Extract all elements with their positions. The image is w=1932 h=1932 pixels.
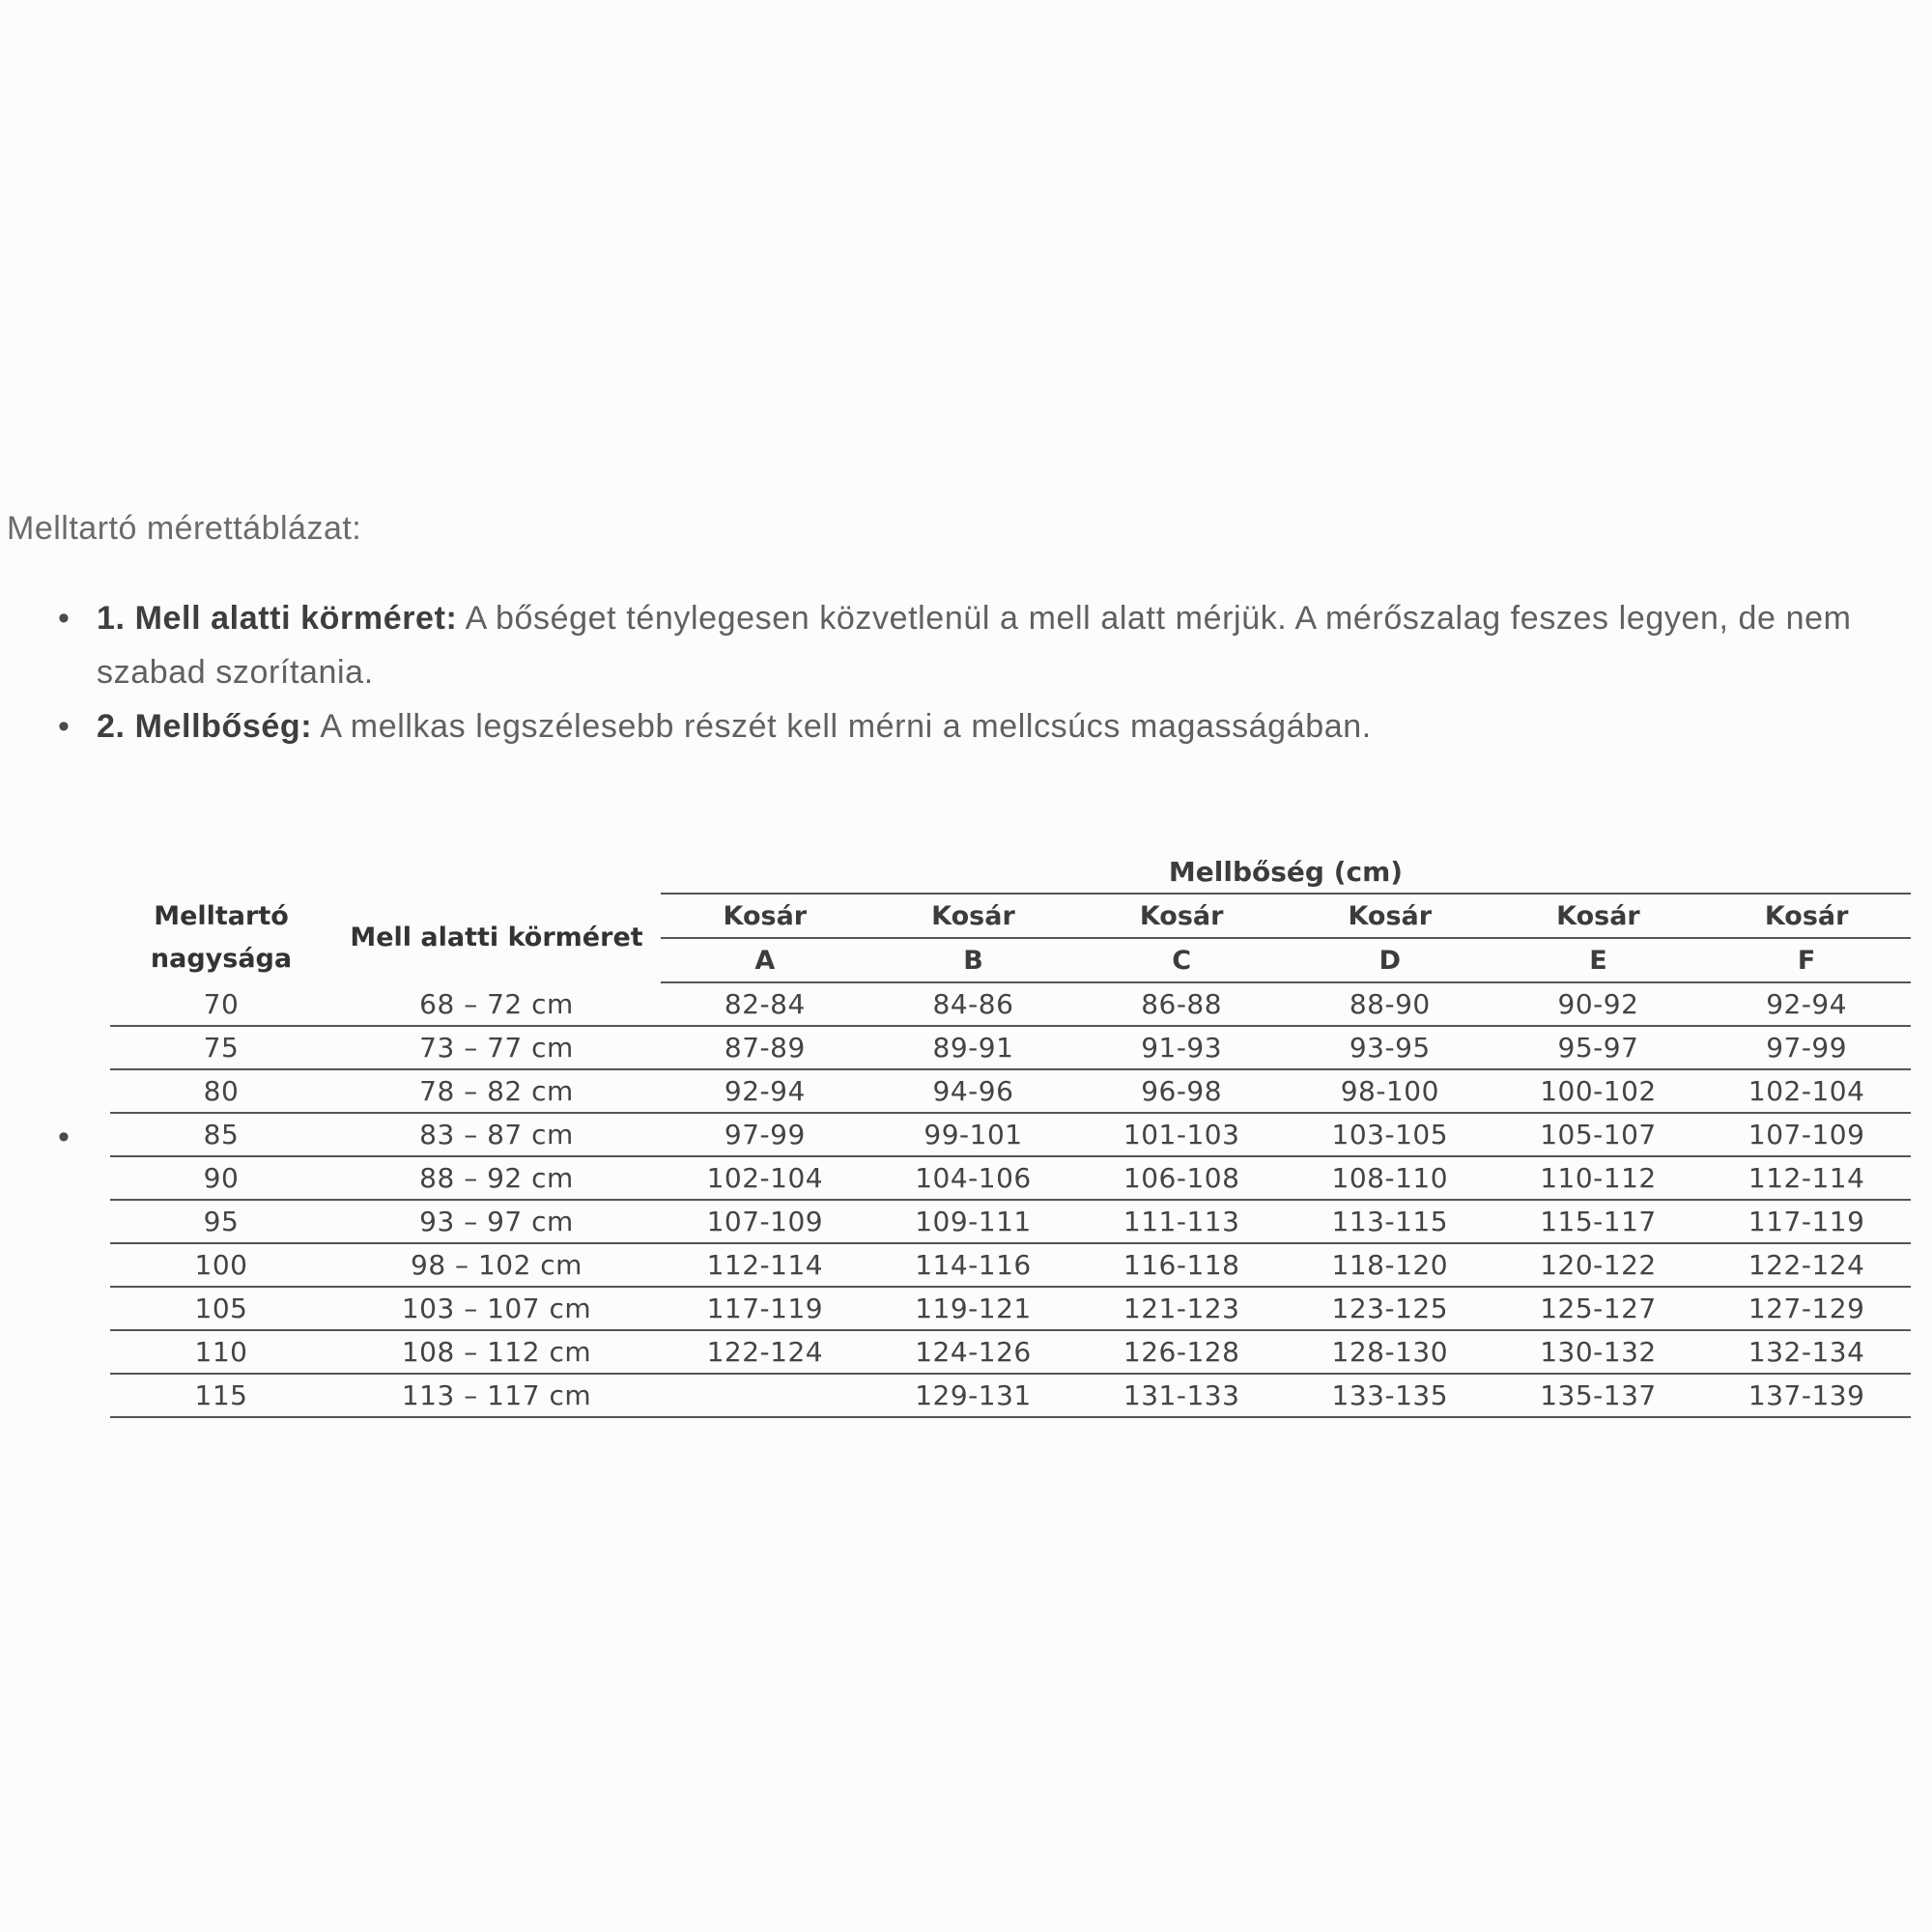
bust-range-cell: 102-104 xyxy=(661,1156,869,1200)
bust-range-cell: 82-84 xyxy=(661,982,869,1026)
bust-range-cell: 84-86 xyxy=(869,982,1078,1026)
cup-header-c: Kosár xyxy=(1077,894,1286,938)
cup-letter: C xyxy=(1077,938,1286,982)
bust-range-cell: 101-103 xyxy=(1077,1113,1286,1156)
bust-range-cell: 110-112 xyxy=(1494,1156,1703,1200)
table-row xyxy=(110,1156,1911,1200)
bust-range-cell: 113-115 xyxy=(1286,1200,1494,1243)
cup-letter: E xyxy=(1494,938,1703,982)
table-row xyxy=(110,1200,1911,1243)
cup-header-a: Kosár xyxy=(661,894,869,938)
bra-size-cell: 70 xyxy=(110,982,332,1026)
bust-range-cell: 103-105 xyxy=(1286,1113,1494,1156)
size-table-body xyxy=(110,982,1911,1417)
bust-range-cell: 135-137 xyxy=(1494,1374,1703,1417)
table-row xyxy=(110,982,1911,1026)
cup-header-b: Kosár xyxy=(869,894,1078,938)
table-row xyxy=(110,1069,1911,1113)
underbust-cell: 73 – 77 cm xyxy=(332,1026,661,1069)
underbust-header: Mell alatti körméret xyxy=(350,923,643,952)
bust-range-cell: 98-100 xyxy=(1286,1069,1494,1113)
table-row xyxy=(110,1113,1911,1156)
stray-bullet: • xyxy=(58,1119,70,1155)
bust-range-cell xyxy=(661,1374,869,1417)
bust-range-cell: 95-97 xyxy=(1494,1026,1703,1069)
cup-letter: D xyxy=(1286,938,1494,982)
underbust-cell: 113 – 117 cm xyxy=(332,1374,661,1417)
bra-size-cell: 105 xyxy=(110,1287,332,1330)
instruction-bust xyxy=(58,699,1927,753)
bust-range-cell: 86-88 xyxy=(1077,982,1286,1026)
bust-range-cell: 96-98 xyxy=(1077,1069,1286,1113)
bra-size-cell: 95 xyxy=(110,1200,332,1243)
underbust-cell: 68 – 72 cm xyxy=(332,982,661,1026)
bust-range-cell: 88-90 xyxy=(1286,982,1494,1026)
bust-range-cell: 93-95 xyxy=(1286,1026,1494,1069)
bra-size-header: Melltartó nagysága xyxy=(150,901,293,974)
instruction-label: 2. Mellbőség: xyxy=(97,708,313,745)
bra-size-cell: 75 xyxy=(110,1026,332,1069)
bust-range-cell: 106-108 xyxy=(1077,1156,1286,1200)
bust-range-cell: 122-124 xyxy=(661,1330,869,1374)
instruction-label: 1. Mell alatti körméret: xyxy=(97,600,458,637)
bust-range-cell: 119-121 xyxy=(869,1287,1078,1330)
cup-letter: A xyxy=(661,938,869,982)
table-row xyxy=(110,1374,1911,1417)
bra-size-cell: 80 xyxy=(110,1069,332,1113)
bust-range-cell: 99-101 xyxy=(869,1113,1078,1156)
underbust-cell: 98 – 102 cm xyxy=(332,1243,661,1287)
underbust-cell: 108 – 112 cm xyxy=(332,1330,661,1374)
bust-range-cell: 112-114 xyxy=(1702,1156,1911,1200)
bust-range-cell: 128-130 xyxy=(1286,1330,1494,1374)
bust-group-header: Mellbőség (cm) xyxy=(661,850,1911,894)
bust-range-cell: 132-134 xyxy=(1702,1330,1911,1374)
bust-range-cell: 105-107 xyxy=(1494,1113,1703,1156)
bust-range-cell: 124-126 xyxy=(869,1330,1078,1374)
cup-header-d: Kosár xyxy=(1286,894,1494,938)
underbust-cell: 93 – 97 cm xyxy=(332,1200,661,1243)
bust-range-cell: 92-94 xyxy=(661,1069,869,1113)
intro-text: Melltartó mérettáblázat: xyxy=(7,510,362,547)
table-row xyxy=(110,1026,1911,1069)
bust-range-cell: 121-123 xyxy=(1077,1287,1286,1330)
bust-range-cell: 133-135 xyxy=(1286,1374,1494,1417)
bust-range-cell: 112-114 xyxy=(661,1243,869,1287)
bust-range-cell: 117-119 xyxy=(661,1287,869,1330)
bra-size-table xyxy=(110,850,1911,1418)
bust-range-cell: 129-131 xyxy=(869,1374,1078,1417)
bra-size-cell: 110 xyxy=(110,1330,332,1374)
bust-range-cell: 104-106 xyxy=(869,1156,1078,1200)
underbust-cell: 83 – 87 cm xyxy=(332,1113,661,1156)
bust-range-cell: 114-116 xyxy=(869,1243,1078,1287)
bust-range-cell: 122-124 xyxy=(1702,1243,1911,1287)
bust-range-cell: 126-128 xyxy=(1077,1330,1286,1374)
bust-range-cell: 125-127 xyxy=(1494,1287,1703,1330)
bust-range-cell: 100-102 xyxy=(1494,1069,1703,1113)
cup-letter: B xyxy=(869,938,1078,982)
bust-range-cell: 111-113 xyxy=(1077,1200,1286,1243)
table-row xyxy=(110,1243,1911,1287)
cup-header-e: Kosár xyxy=(1494,894,1703,938)
bust-range-cell: 130-132 xyxy=(1494,1330,1703,1374)
bust-range-cell: 87-89 xyxy=(661,1026,869,1069)
bra-size-cell: 90 xyxy=(110,1156,332,1200)
bust-range-cell: 107-109 xyxy=(661,1200,869,1243)
instruction-text: A mellkas legszélesebb részét kell mérni a mellcsúcs magasságában. xyxy=(312,708,1372,745)
bust-range-cell: 89-91 xyxy=(869,1026,1078,1069)
bra-size-cell: 115 xyxy=(110,1374,332,1417)
bust-range-cell: 117-119 xyxy=(1702,1200,1911,1243)
bust-range-cell: 120-122 xyxy=(1494,1243,1703,1287)
bust-range-cell: 90-92 xyxy=(1494,982,1703,1026)
cup-letter: F xyxy=(1702,938,1911,982)
table-row xyxy=(110,1287,1911,1330)
bust-range-cell: 123-125 xyxy=(1286,1287,1494,1330)
bust-range-cell: 109-111 xyxy=(869,1200,1078,1243)
bra-size-cell: 100 xyxy=(110,1243,332,1287)
bust-range-cell: 94-96 xyxy=(869,1069,1078,1113)
instruction-text: A bőséget ténylegesen közvetlenül a mell alatt mérjük. A mérőszalag feszes legyen, de nem szabad szorítania. xyxy=(97,600,1852,691)
bust-range-cell: 92-94 xyxy=(1702,982,1911,1026)
bust-range-cell: 108-110 xyxy=(1286,1156,1494,1200)
bust-range-cell: 131-133 xyxy=(1077,1374,1286,1417)
underbust-cell: 78 – 82 cm xyxy=(332,1069,661,1113)
bust-range-cell: 118-120 xyxy=(1286,1243,1494,1287)
instruction-underbust xyxy=(58,591,1927,699)
bust-range-cell: 102-104 xyxy=(1702,1069,1911,1113)
bra-size-cell: 85 xyxy=(110,1113,332,1156)
bust-range-cell: 107-109 xyxy=(1702,1113,1911,1156)
cup-header-f: Kosár xyxy=(1702,894,1911,938)
bust-range-cell: 97-99 xyxy=(661,1113,869,1156)
measurement-instructions xyxy=(58,591,1927,753)
table-row xyxy=(110,1330,1911,1374)
bust-range-cell: 97-99 xyxy=(1702,1026,1911,1069)
bust-range-cell: 127-129 xyxy=(1702,1287,1911,1330)
bust-range-cell: 116-118 xyxy=(1077,1243,1286,1287)
underbust-cell: 88 – 92 cm xyxy=(332,1156,661,1200)
bust-range-cell: 115-117 xyxy=(1494,1200,1703,1243)
bust-range-cell: 137-139 xyxy=(1702,1374,1911,1417)
bust-range-cell: 91-93 xyxy=(1077,1026,1286,1069)
underbust-cell: 103 – 107 cm xyxy=(332,1287,661,1330)
